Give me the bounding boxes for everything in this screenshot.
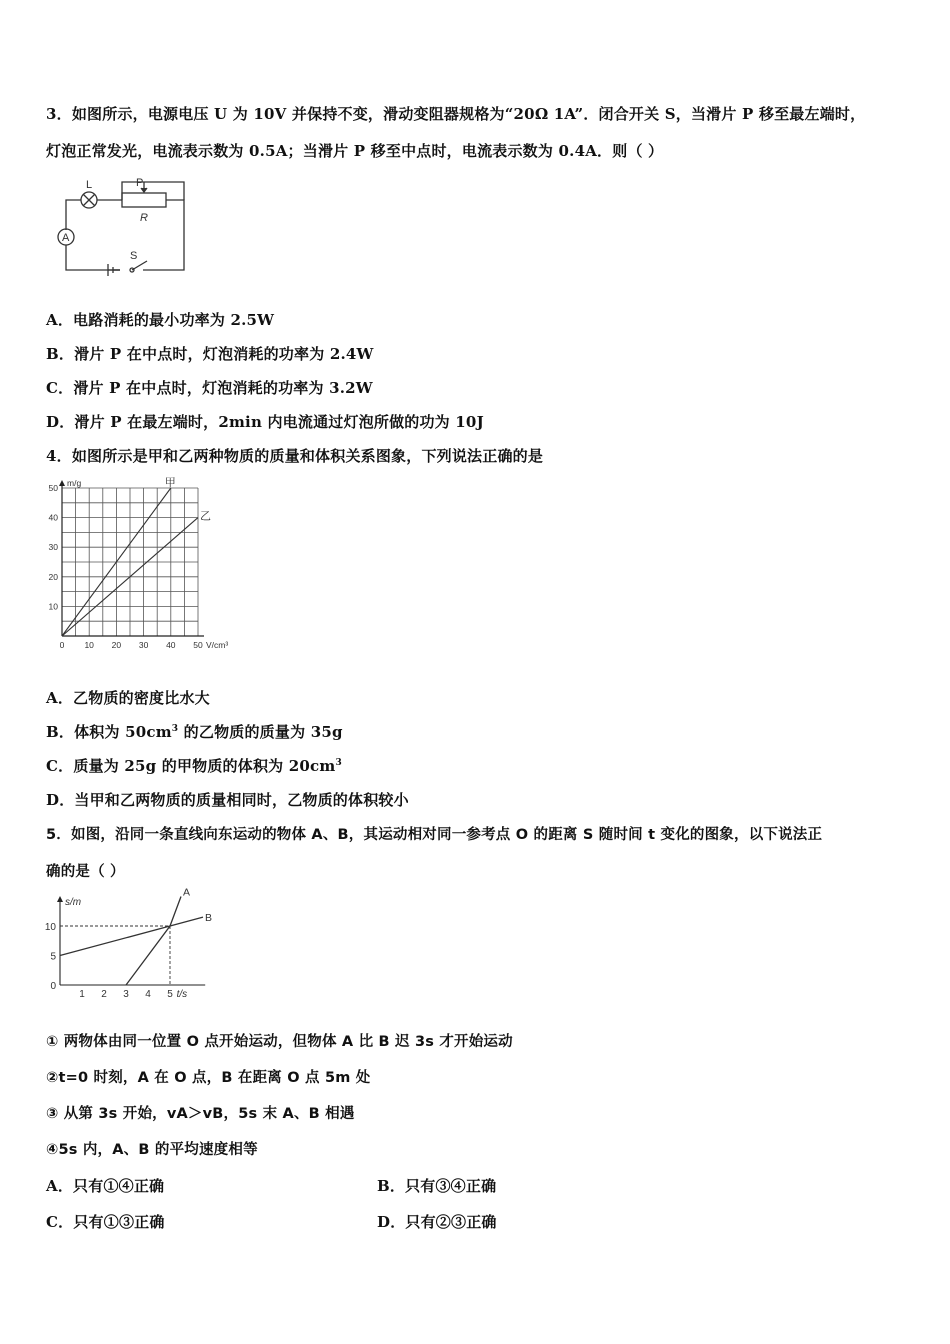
series-label-2: 乙: [200, 510, 211, 523]
series-label-B: B: [205, 912, 213, 925]
q5-statement-3: ③ 从第 3s 开始，vA＞vB，5s 末 A、B 相遇: [46, 1106, 355, 1122]
q5-stem-line2: 确的是（ ）: [46, 864, 125, 880]
series-line-A: [126, 897, 181, 986]
y-axis-arrow: [59, 480, 65, 486]
series-line-B: [60, 917, 203, 955]
q4-option-c: C．质量为 25g 的甲物质的体积为 $20cm^3$: [46, 757, 342, 775]
q5-statement-1: ① 两物体由同一位置 O 点开始运动，但物体 A 比 B 迟 3s 才开始运动: [46, 1034, 513, 1050]
y-tick-label: 20: [48, 571, 58, 582]
series-label-1: 甲: [164, 477, 176, 489]
x-tick-label: 0: [59, 640, 65, 650]
q3-option-d: D．滑片 P 在最左端时，2min 内电流通过灯泡所做的功为 10J: [46, 413, 484, 431]
y-tick-label: 40: [48, 512, 58, 523]
mass-volume-chart: [40, 478, 250, 658]
y-axis-label: s/m: [65, 897, 82, 908]
q5-option-d: D．只有②③正确: [377, 1213, 497, 1231]
x-tick-label: 30: [138, 640, 149, 650]
x-tick-label: 5: [167, 989, 173, 1000]
slider-label: P: [136, 177, 144, 189]
q5-stem-line1: 5．如图，沿同一条直线向东运动的物体 A、B，其运动相对同一参考点 O 的距离 S 随时间 t 变化的图象，以下说法正: [46, 827, 823, 843]
ammeter-label: A: [62, 232, 70, 244]
circuit-wire: [66, 245, 120, 270]
lamp-label: L: [86, 179, 93, 191]
y-tick-label: 5: [50, 951, 56, 963]
resistor-icon: [122, 193, 166, 207]
x-tick-label: 1: [79, 989, 85, 1000]
x-tick-label: 50: [193, 640, 203, 650]
distance-time-chart: [40, 886, 240, 1007]
switch-lever-icon: [132, 261, 147, 270]
y-axis-arrow: [57, 896, 63, 902]
q3-stem-line2: 灯泡正常发光，电流表示数为 0.5A；当滑片 P 移至中点时，电流表示数为 0.4A．则（ ）: [46, 142, 664, 160]
q3-option-a: A．电路消耗的最小功率为 2.5W: [46, 311, 275, 329]
x-tick-label: 40: [166, 640, 176, 650]
q3-option-c: C．滑片 P 在中点时，灯泡消耗的功率为 3.2W: [46, 379, 373, 397]
x-tick-label: 20: [111, 640, 122, 650]
x-axis-label: V/cm³: [206, 640, 229, 650]
y-tick-label: 50: [48, 483, 58, 493]
y-axis-label: m/g: [67, 478, 82, 488]
x-axis-label: t/s: [176, 989, 188, 1000]
q5-statement-4: ④5s 内，A、B 的平均速度相等: [46, 1142, 258, 1158]
x-tick-label: 10: [84, 640, 94, 650]
series-label-A: A: [183, 886, 191, 899]
x-tick-label: 3: [123, 989, 129, 1000]
resistor-label: R: [140, 212, 148, 224]
y-tick-label: 10: [44, 922, 56, 933]
q5-option-a: A．只有①④正确: [46, 1177, 165, 1195]
q4-option-b: B．体积为 $50cm^3$ 的乙物质的质量为 35g: [46, 723, 343, 741]
circuit-wire: [66, 200, 81, 230]
q4-option-a: A．乙物质的密度比水大: [46, 689, 210, 707]
y-tick-label: 0: [50, 981, 56, 992]
circuit-wire: [122, 182, 184, 200]
q3-option-b: B．滑片 P 在中点时，灯泡消耗的功率为 2.4W: [46, 345, 374, 363]
x-tick-label: 4: [145, 989, 151, 1000]
q4-stem: 4．如图所示是甲和乙两种物质的质量和体积关系图象，下列说法正确的是: [46, 447, 544, 465]
y-tick-label: 10: [48, 601, 58, 612]
q5-statement-2: ②t=0 时刻，A 在 O 点，B 在距离 O 点 5m 处: [46, 1070, 371, 1086]
q3-circuit-diagram: [48, 170, 198, 280]
switch-label: S: [130, 250, 138, 262]
x-tick-label: 2: [101, 989, 107, 1000]
q4-option-d: D．当甲和乙两物质的质量相同时，乙物质的体积较小: [46, 791, 409, 809]
circuit-wire: [143, 200, 184, 270]
y-tick-label: 30: [48, 542, 58, 553]
q5-option-b: B．只有③④正确: [377, 1177, 497, 1195]
q5-option-c: C．只有①③正确: [46, 1213, 165, 1231]
q3-stem-line1: 3．如图所示，电源电压 U 为 10V 并保持不变，滑动变阻器规格为“20Ω 1A”．闭合开关 S，当滑片 P 移至最左端时，: [46, 105, 866, 123]
